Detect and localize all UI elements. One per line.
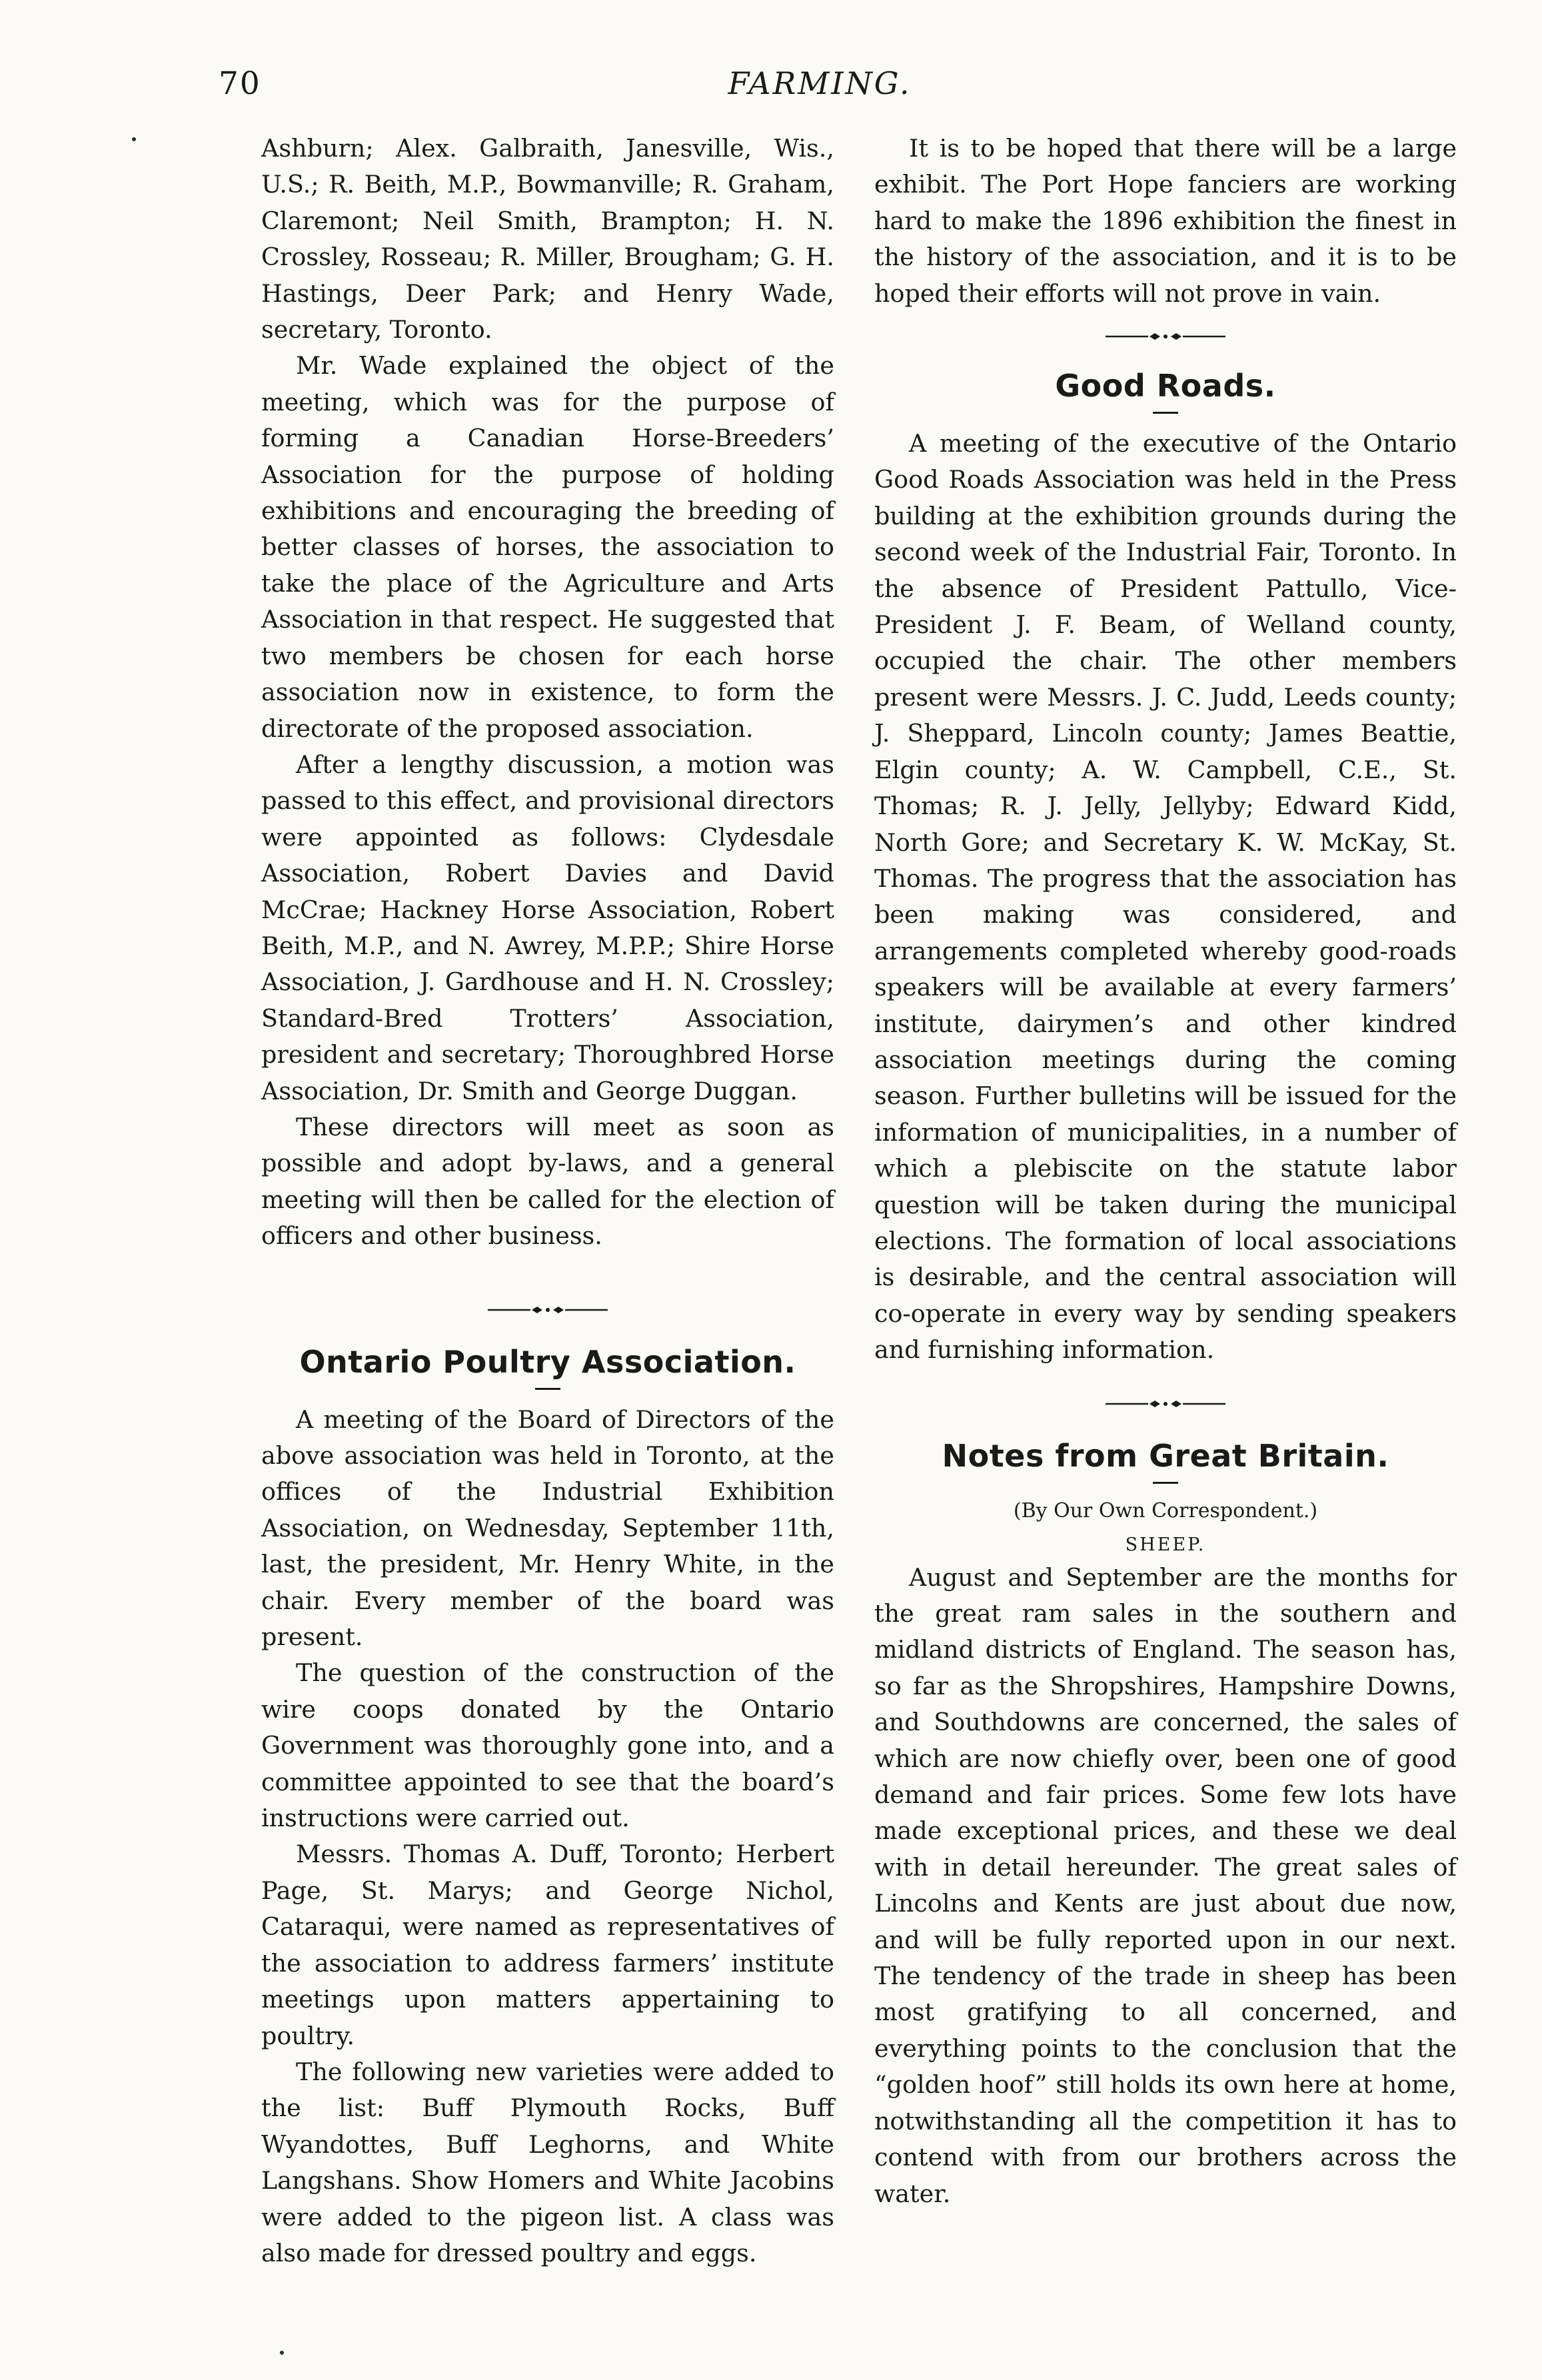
poultry-meeting-paragraph: A meeting of the Board of Directors of the above association was held in Toronto, at the offices of the Industrial Exhibition Association, on Wednesday, September 11th, last, the president, Mr. Henry White, in the chair. Every member of the board was present.	[261, 1405, 834, 1652]
section-divider-ornament	[1106, 1399, 1225, 1409]
poultry-representatives-paragraph: Messrs. Thomas A. Duff, Toronto; Herbert Page, St. Marys; and George Nichol, Cataraqui, were named as representatives of the association to address farmers’ institute meetings upon matters appertaining to poultry.	[261, 1840, 834, 2050]
great-britain-heading: Notes from Great Britain.	[942, 1437, 1389, 1474]
left-column	[261, 131, 834, 2271]
section-divider-ornament	[488, 1305, 608, 1315]
correspondent-byline: (By Our Own Correspondent.)	[1013, 1498, 1318, 1522]
sheep-sales-paragraph: August and September are the months for the great ram sales in the southern and midland districts of England. The season has, so far as the Shropshires, Hampshire Downs, and Southdowns are concerned, the sales of which are now chiefly over, been one of good demand and fair prices. Some few lots have made exceptional prices, and these we deal with in detail hereunder. The great sales of Lincolns and Kents are just about due now, and will be fully reported upon in our next. The tendency of the trade in sheep has been most gratifying to all concerned, and everything points to the conclusion that the “golden hoof” still holds its own here at home, notwithstanding all the competition it has to contend with from our brothers across the water.	[874, 1562, 1457, 2208]
heading-rule	[535, 1388, 560, 1390]
good-roads-paragraph: A meeting of the executive of the Ontario Good Roads Association was held in the Press building at the exhibition grounds during the second week of the Industrial Fair, Toronto. In the absence of President Pattullo, Vice-President J. F. Beam, of Welland county, occupied the chair. The other members present were Messrs. J. C. Judd, Leeds county; J. Sheppard, Lincoln county; James Beattie, Elgin county; A. W. Campbell, C.E., St. Thomas; R. J. Jelly, Jellyby; Edward Kidd, North Gore; and Secretary K. W. McKay, St. Thomas. The progress that the association has been making was considered, and arrangements completed whereby good-roads speakers will be available at every farmers’ institute, dairymen’s and other kindred association meetings during the coming season. Further bulletins will be issued for the information of municipalities, in a number of which a plebiscite on the statute labor question will be taken during the municipal elections. The formation of local associations is desirable, and the central association will co-operate in every way by sending speakers and furnishing information.	[874, 429, 1457, 1365]
sheep-subheading: SHEEP.	[1125, 1534, 1206, 1555]
poultry-varieties-paragraph: The following new varieties were added to the list: Buff Plymouth Rocks, Buff Wyandottes, Buff Leghorns, and White Langshans. Show Homers and White Jacobins were added to the pigeon list. A class was also made for dressed poultry and eggs.	[261, 2057, 834, 2267]
port-hope-paragraph: It is to be hoped that there will be a large exhibit. The Port Hope fanciers are working hard to make the 1896 exhibition the finest in the history of the association, and it is to be hoped their efforts will not prove in vain.	[874, 134, 1457, 308]
section-divider-ornament	[1106, 332, 1225, 341]
horse-breeders-bylaws-paragraph: These directors will meet as soon as possible and adopt by-laws, and a general meeting will then be called for the election of officers and other business.	[261, 1112, 834, 1251]
horse-breeders-motion-paragraph: After a lengthy discussion, a motion was passed to this effect, and provisional directors were appointed as follows: Clydesdale Association, Robert Davies and David McCrae; Hackney Horse Association, Robert Beith, M.P., and N. Awrey, M.P.P.; Shire Horse Association, J. Gardhouse and H. N. Crossley; Standard-Bred Trotters’ Association, president and secretary; Thoroughbred Horse Association, Dr. Smith and George Duggan.	[261, 750, 834, 1105]
heading-rule	[1153, 412, 1178, 414]
print-speck	[132, 137, 136, 141]
poultry-coops-paragraph: The question of the construction of the wire coops donated by the Ontario Government was thoroughly gone into, and a committee appointed to see that the board’s instructions were carried out.	[261, 1658, 834, 1833]
good-roads-heading: Good Roads.	[1055, 368, 1276, 404]
horse-breeders-object-paragraph: Mr. Wade explained the object of the meeting, which was for the purpose of forming a Canadian Horse-Breeders’ Association for the purpose of holding exhibitions and encouraging the breeding of better classes of horses, the association to take the place of the Agriculture and Arts Association in that respect. He suggested that two members be chosen for each horse association now in existence, to form the directorate of the proposed association.	[261, 351, 834, 743]
page-number: 70	[219, 65, 261, 102]
horse-breeders-list-paragraph: Ashburn; Alex. Galbraith, Janesville, Wis., U.S.; R. Beith, M.P., Bowmanville; R. Graham, Claremont; Neil Smith, Brampton; H. N. Crossley, Rosseau; R. Miller, Brougham; G. H. Hastings, Deer Park; and Henry Wade, secretary, Toronto.	[261, 134, 834, 344]
heading-rule	[1153, 1482, 1178, 1484]
right-column	[874, 131, 1457, 2212]
print-speck	[280, 2351, 284, 2355]
running-title: FARMING.	[728, 65, 912, 101]
poultry-heading: Ontario Poultry Association.	[299, 1343, 796, 1380]
